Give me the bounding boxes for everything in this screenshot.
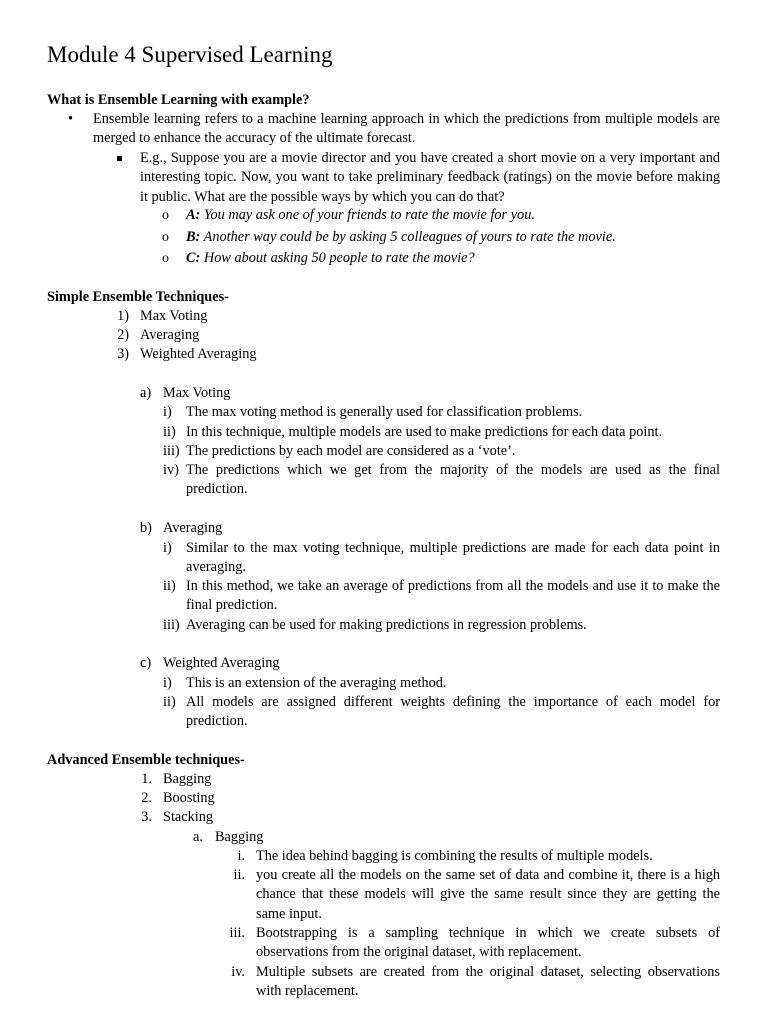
option-a <box>186 206 535 225</box>
roman-number: ii) <box>163 424 176 440</box>
subsection-title: Max Voting <box>163 385 231 401</box>
section-heading-advanced: Advanced Ensemble techniques- <box>47 752 245 768</box>
list-item: Averaging can be used for making predictions in regression problems. <box>186 617 587 633</box>
list-item: The predictions by each model are considered as a ‘vote’. <box>186 443 516 459</box>
list-item: Stacking <box>163 809 214 825</box>
subsection-title: Averaging <box>163 520 223 536</box>
list-item: In this method, we take an average of predictions from all the models and use it to make the final prediction. <box>186 578 720 614</box>
square-bullet <box>117 156 122 161</box>
list-number: 1) <box>117 308 129 324</box>
list-item: Bagging <box>163 771 212 787</box>
option-label: C: <box>186 250 201 266</box>
list-item: The predictions which we get from the majority of the models are used as the final prediction. <box>186 462 720 498</box>
list-item: you create all the models on the same set of data and combine it, there is a high chance that these models will give the same result since they are getting the same input. <box>256 867 720 922</box>
roman-number: iv. <box>231 964 245 980</box>
bullet-dot: • <box>68 111 74 127</box>
roman-number: i) <box>163 540 172 556</box>
sub-marker: a) <box>140 385 152 401</box>
page-title: Module 4 Supervised Learning <box>47 42 333 67</box>
section-heading-ensemble: What is Ensemble Learning with example? <box>47 92 310 108</box>
bullet-text: Ensemble learning refers to a machine learning approach in which the predictions from multiple models are merged to enhance the accuracy of the ultimate forecast. <box>93 111 720 147</box>
roman-number: iv) <box>163 462 179 478</box>
sub-marker: b) <box>140 520 152 536</box>
roman-number: iii. <box>229 925 245 941</box>
roman-number: i) <box>163 404 172 420</box>
sub-marker: c) <box>140 655 152 671</box>
option-text: You may ask one of your friends to rate the movie for you. <box>203 207 535 223</box>
roman-number: i) <box>163 675 172 691</box>
list-item: Boosting <box>163 790 215 806</box>
list-item: This is an extension of the averaging method. <box>186 675 447 691</box>
list-number: 2. <box>141 790 152 806</box>
list-item: Weighted Averaging <box>140 346 257 362</box>
list-item: Averaging <box>140 327 200 343</box>
roman-number: ii. <box>233 867 245 883</box>
subsection-title: Bagging <box>215 829 264 845</box>
circle-bullet: o <box>162 251 169 266</box>
subsection-title: Weighted Averaging <box>163 655 280 671</box>
roman-number: iii) <box>163 443 180 459</box>
list-item: The idea behind bagging is combining the results of multiple models. <box>256 848 653 864</box>
section-heading-simple: Simple Ensemble Techniques- <box>47 289 229 305</box>
roman-number: ii) <box>163 694 176 710</box>
roman-number: i. <box>237 848 245 864</box>
list-number: 2) <box>117 327 129 343</box>
option-text: Another way could be by asking 5 colleagues of yours to rate the movie. <box>203 229 616 245</box>
example-text: E.g., Suppose you are a movie director and you have created a short movie on a very important and interesting topic. Now, you want to take preliminary feedback (ratings) on the movie before making it public. What are the possible ways by which you can do that? <box>140 150 720 205</box>
option-c <box>186 249 475 268</box>
option-label: A: <box>186 207 201 223</box>
circle-bullet: o <box>162 208 169 223</box>
roman-number: iii) <box>163 617 180 633</box>
list-item: In this technique, multiple models are used to make predictions for each data point. <box>186 424 663 440</box>
option-label: B: <box>186 229 201 245</box>
circle-bullet: o <box>162 230 169 245</box>
list-item: Max Voting <box>140 308 208 324</box>
list-item: The max voting method is generally used for classification problems. <box>186 404 583 420</box>
list-number: 3) <box>117 346 129 362</box>
sub-marker: a. <box>193 829 203 845</box>
roman-number: ii) <box>163 578 176 594</box>
list-item: Similar to the max voting technique, multiple predictions are made for each data point in averaging. <box>186 540 720 576</box>
list-number: 1. <box>141 771 152 787</box>
list-item: Bootstrapping is a sampling technique in which we create subsets of observations from the original dataset, with replacement. <box>256 925 720 961</box>
list-item: All models are assigned different weights defining the importance of each model for prediction. <box>186 694 720 730</box>
option-b <box>186 228 616 247</box>
list-number: 3. <box>141 809 152 825</box>
option-text: How about asking 50 people to rate the movie? <box>203 250 475 266</box>
list-item: Multiple subsets are created from the original dataset, selecting observations with replacement. <box>256 964 720 1000</box>
